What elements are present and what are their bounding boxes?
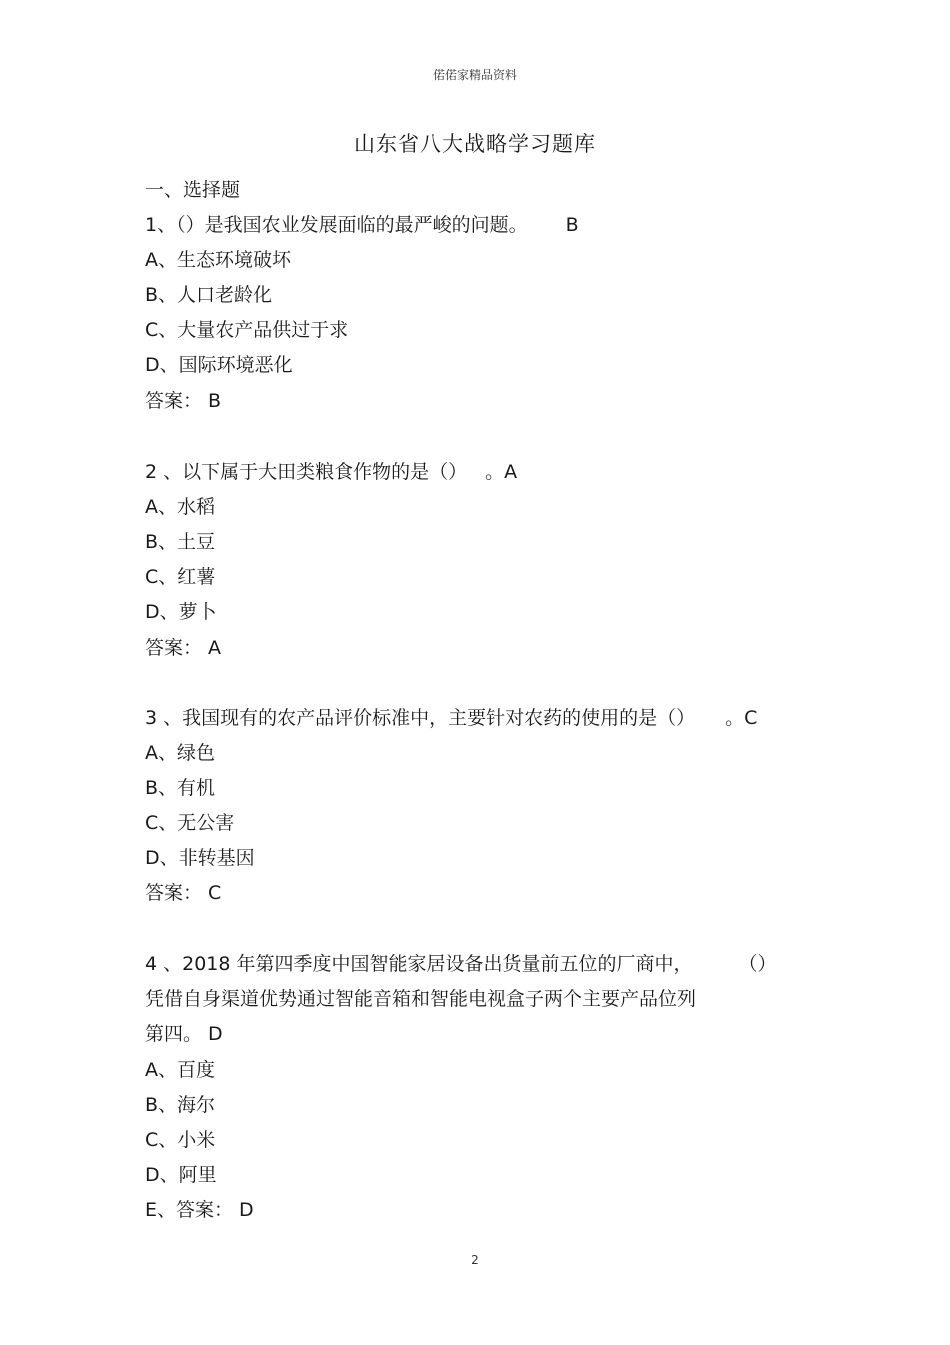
option: C、大量农产品供过于求 [145,319,349,341]
option: A、百度 [145,1059,215,1081]
question-stem-text: 4 、2018 年第四季度中国智能家居设备出货量前五位的厂商中， [145,953,693,975]
option: B、有机 [145,777,216,799]
option: C、小米 [145,1129,216,1151]
question-4-stem-line-2: 凭借自身渠道优势通过智能音箱和智能电视盒子两个主要产品位列 [145,988,697,1010]
question-3-stem [145,703,757,730]
option: C、红薯 [145,566,216,588]
question-inline-answer: 。A [485,461,518,483]
question-stem-text: 3 、我国现有的农产品评价标准中，主要针对农药的使用的是（） [145,707,696,729]
option: A、水稻 [145,496,215,518]
question-stem-text: 1、（）是我国农业发展面临的最严峻的问题。 [145,214,528,236]
document-title: 山东省八大战略学习题库 [354,132,596,156]
question-stem-text: 2 、以下属于大田类粮食作物的是（） [145,461,468,483]
option: A、生态环境破坏 [145,249,291,271]
question-blank: （） [738,953,777,975]
question-4-stem-line-1 [145,949,777,976]
question-1-stem [145,210,579,237]
page-header: 偌偌家精品资料 [432,68,517,82]
option: B、土豆 [145,531,216,553]
option: D、阿里 [145,1164,217,1186]
answer: 答案： B [145,390,222,412]
option: B、人口老龄化 [145,284,273,306]
section-heading: 一、选择题 [145,179,241,201]
question-inline-answer: B [565,214,579,236]
answer: 答案： A [145,637,222,659]
answer: E、答案： D [145,1199,254,1221]
option: D、非转基因 [145,847,255,869]
option: D、国际环境恶化 [145,354,293,376]
question-4-stem-line-3: 第四。 D [145,1023,223,1045]
option: A、绿色 [145,742,215,764]
option: D、萝卜 [145,601,217,623]
option: C、无公害 [145,812,235,834]
answer: 答案： C [145,882,222,904]
question-inline-answer: 。C [725,707,758,729]
page-number: 2 [471,1253,479,1267]
option: B、海尔 [145,1094,216,1116]
question-2-stem [145,457,517,484]
